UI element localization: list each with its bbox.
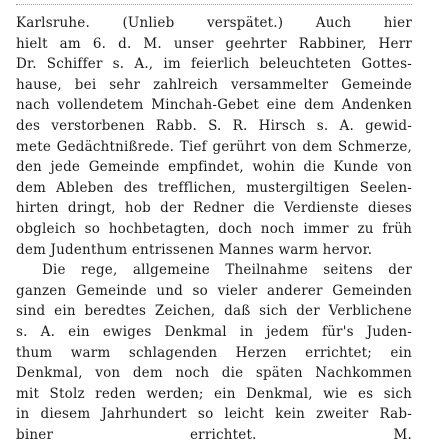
article-line: hielt am 6. d. M. unser geehrter Rabbiner, Herr [16, 35, 412, 52]
article-line: nach vollendetem Minchah-Gebet eine dem Andenken [16, 97, 412, 114]
article-body [16, 13, 412, 445]
article-line: den jede Gemeinde empfindet, wohin die Kunde von [16, 159, 412, 176]
article-line: Die rege, allgemeine Theilnahme seitens der [42, 262, 412, 279]
article-line: in diesem Jahrhundert so leicht kein zweiter Rab- [16, 406, 412, 423]
article-line: dem Ableben des trefflichen, mustergiltigen Seelen- [16, 179, 412, 196]
article-line: mete Gedächtnißrede. Tief gerührt von dem Schmerze, [16, 138, 412, 155]
article-line: mit Stolz reden werden; ein Denkmal, wie es sich [16, 385, 412, 402]
article-line: hause, bei sehr zahlreich versammelter Gemeinde [16, 76, 412, 93]
article-line: Denkmal, von dem noch die späten Nachkommen [16, 365, 412, 382]
article-line: sind ein beredtes Zeichen, daß sich der Verblichene [16, 303, 412, 320]
article-line: thum warm schlagenden Herzen errichtet; ein [16, 344, 412, 361]
article-line-signature: biner errichtet. M. [16, 426, 412, 443]
article-line: ganzen Gemeinde und so vieler anderer Gemeinden [16, 282, 412, 299]
article-line: des verstorbenen Rabb. S. R. Hirsch s. A. gewid- [16, 117, 412, 134]
article-line: hirten dringt, hob der Redner die Verdienste dieses [16, 200, 412, 217]
article-line: Dr. Schiffer s. A., im feierlich beleuchteten Gottes- [16, 56, 412, 73]
torn-top-edge [16, 4, 412, 13]
article-line: Karlsruhe. (Unlieb verspätet.) Auch hier [16, 15, 412, 31]
article-line: obgleich so hochbetagten, doch noch immer zu früh [16, 220, 412, 237]
article-line: s. A. ein ewiges Denkmal in jedem für's Juden- [16, 323, 412, 340]
article-line: dem Judenthum entrissenen Mannes warm hervor. [16, 241, 373, 258]
